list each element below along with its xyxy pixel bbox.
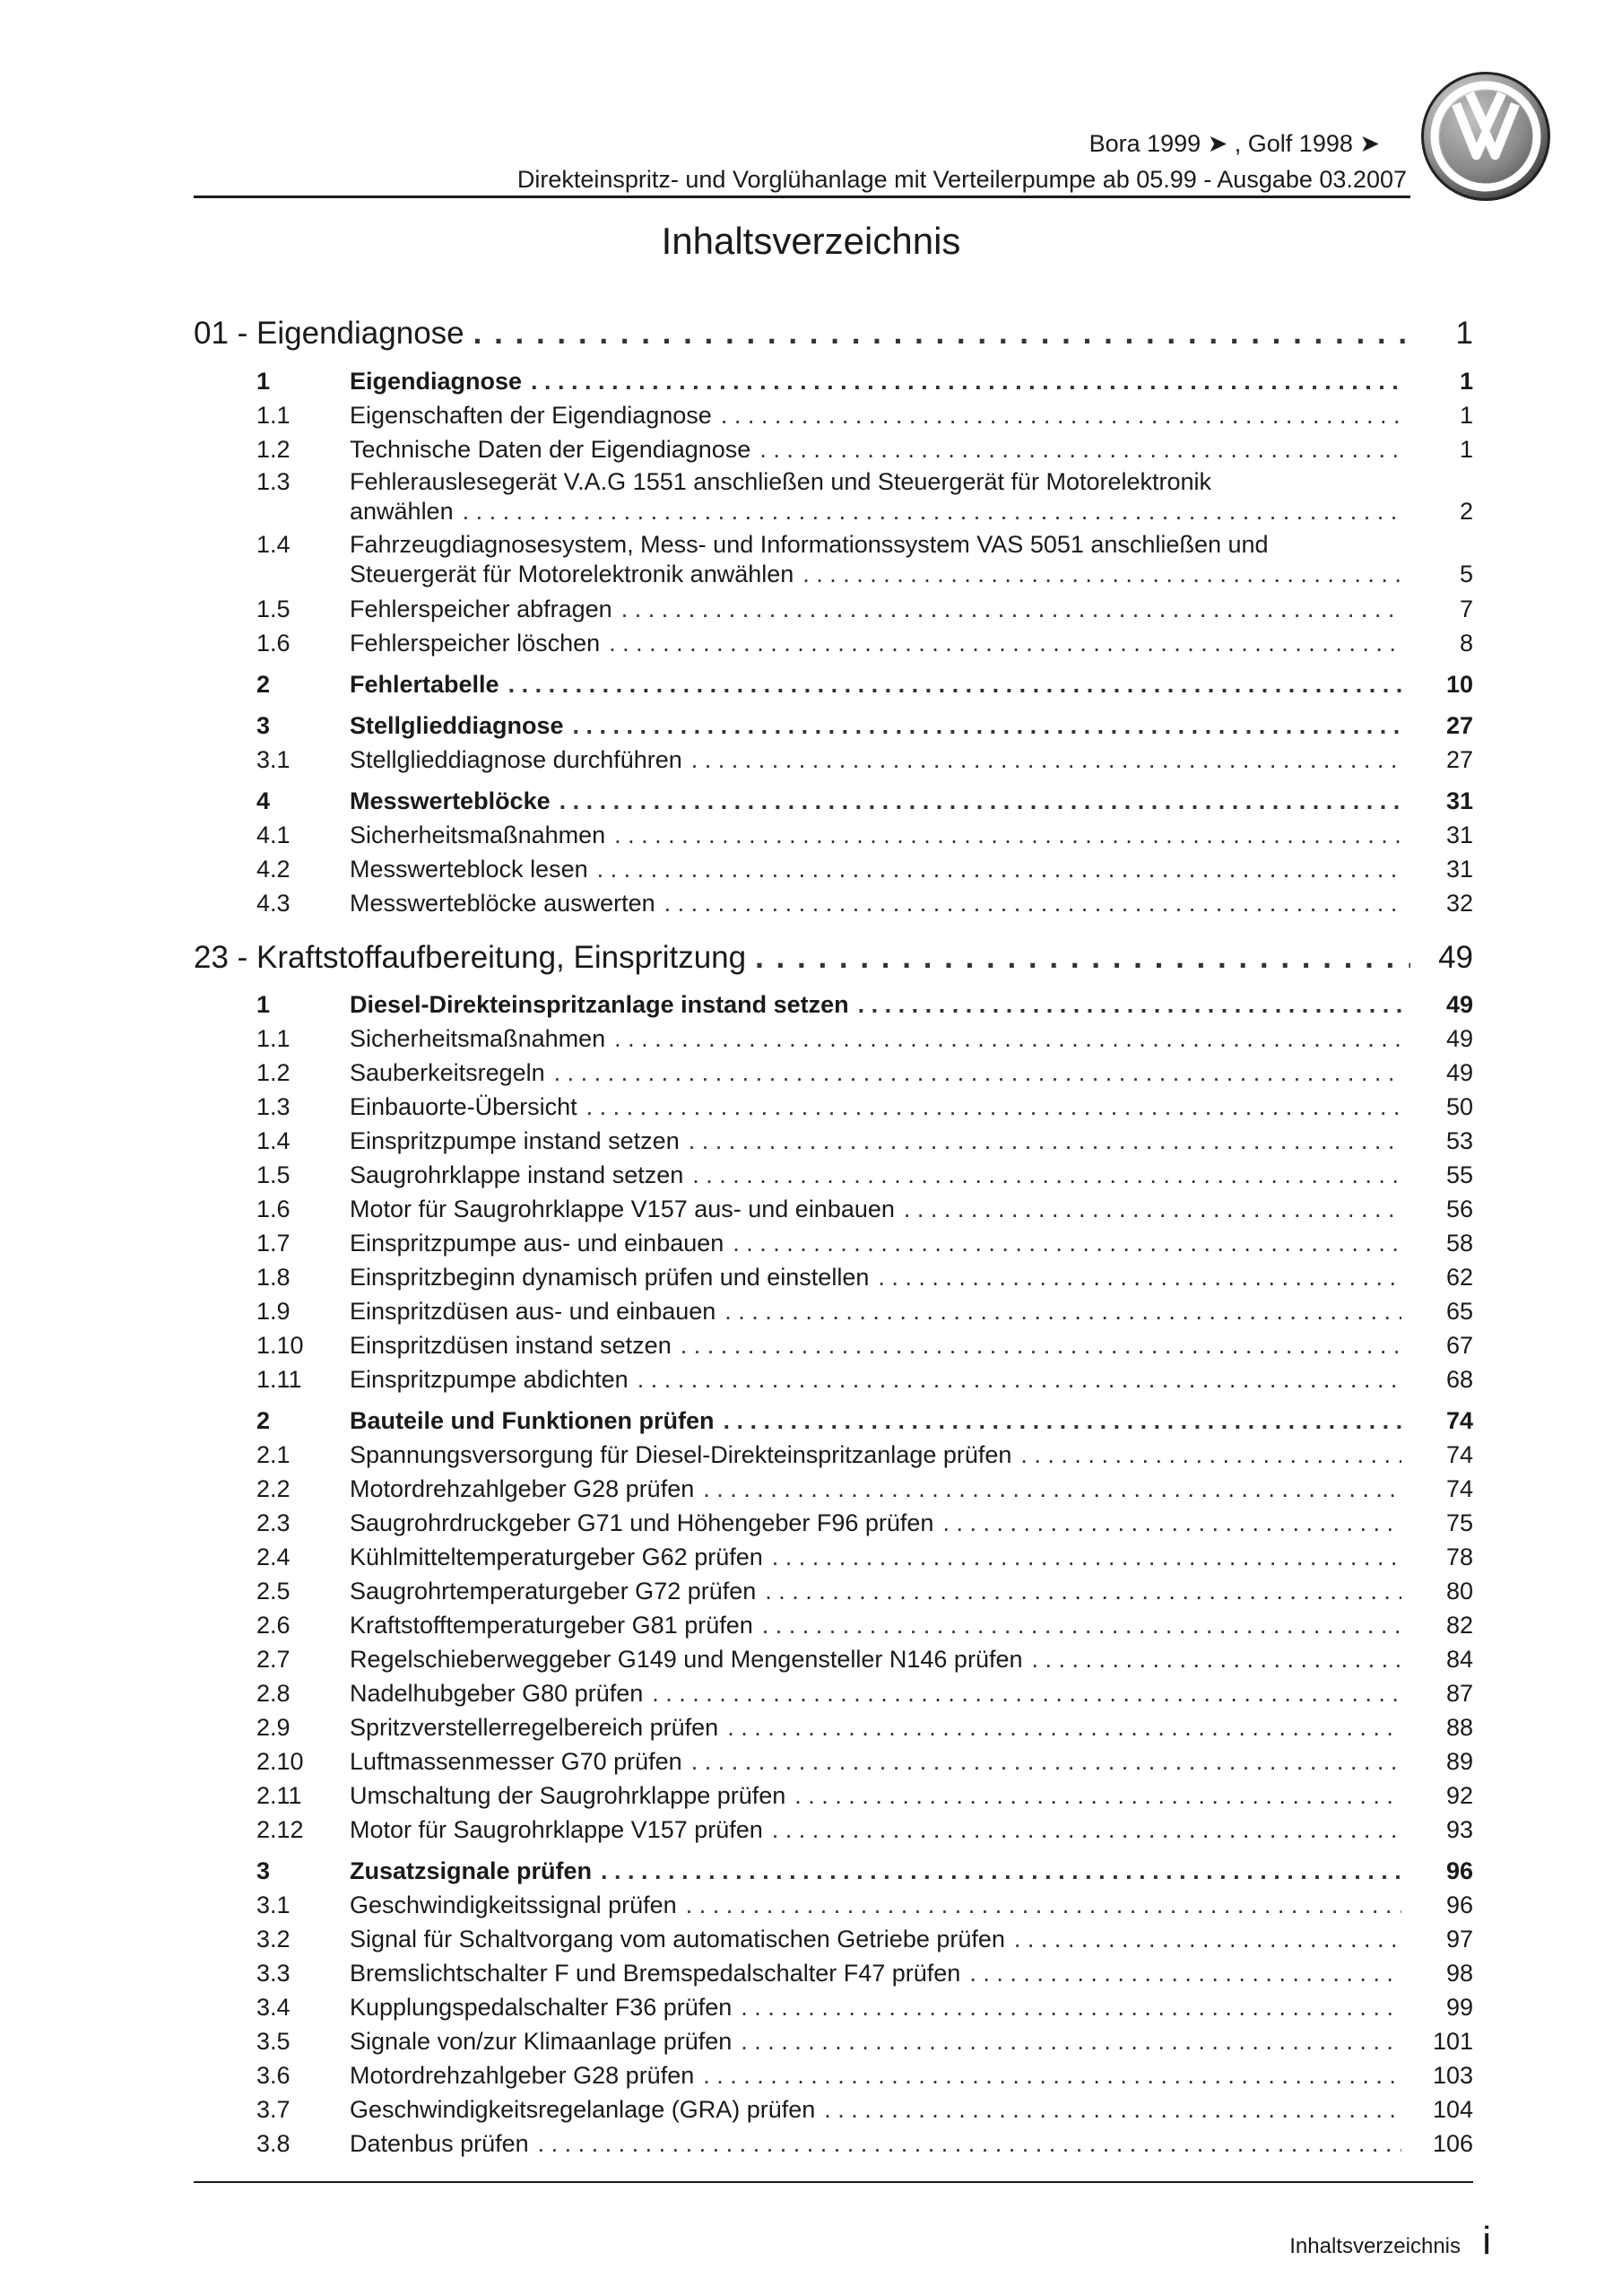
toc-entry-title: Bremslichtschalter F und Bremspedalschalter F47 prüfen (350, 1960, 961, 1987)
toc-entry-number: 3 (256, 712, 271, 739)
toc-dot-leader (1014, 1926, 1401, 1953)
toc-dot-leader (508, 671, 1401, 699)
toc-dot-leader (904, 1196, 1401, 1223)
toc-entry-title: Steuergerät für Motorelektronik anwählen (350, 561, 794, 587)
toc-entry-page: 96 (1445, 1857, 1473, 1884)
toc-entry-page: 92 (1445, 1782, 1473, 1809)
toc-cont-row (194, 561, 1473, 588)
toc-entry-page: 62 (1445, 1264, 1473, 1291)
toc-entry-number: 1 (256, 368, 271, 395)
toc-entry-number: 4.2 (256, 856, 291, 883)
toc-entry-number: 2.8 (256, 1680, 291, 1707)
toc-dot-leader (772, 1544, 1401, 1571)
toc-entry-number: 1.11 (256, 1366, 302, 1393)
footer-page-number: i (1482, 2219, 1491, 2263)
toc-entry-title: Regelschieberweggeber G149 und Mengensteller N146 prüfen (350, 1646, 1023, 1673)
toc-entry-page: 65 (1445, 1298, 1473, 1325)
toc-entry-title: Sicherheitsmaßnahmen (350, 822, 606, 848)
toc-entry-title: Technische Daten der Eigendiagnose (350, 436, 751, 463)
toc-entry-page: 103 (1432, 2062, 1473, 2089)
toc-entry-page: 1 (1459, 402, 1473, 429)
toc-dot-leader (531, 368, 1401, 396)
toc-entry-page: 97 (1445, 1926, 1473, 1952)
toc-entry-number: 1.5 (256, 1161, 291, 1188)
toc-entry-title: Motordrehzahlgeber G28 prüfen (350, 2062, 695, 2089)
toc-section-row (194, 787, 1473, 815)
toc-entry-title: Luftmassenmesser G70 prüfen (350, 1748, 682, 1775)
toc-section-row (194, 671, 1473, 699)
toc-entry-title: Saugrohrklappe instand setzen (350, 1161, 684, 1188)
toc-dot-leader (762, 1612, 1401, 1639)
toc-entry-number: 1.2 (256, 436, 291, 463)
toc-entry-title: Nadelhubgeber G80 prüfen (350, 1680, 644, 1707)
toc-entry-title: Spritzverstellerregelbereich prüfen (350, 1714, 719, 1741)
toc-dot-leader (858, 991, 1401, 1019)
toc-entry-number: 1.7 (256, 1230, 291, 1257)
toc-entry-page: 31 (1445, 787, 1473, 814)
toc-entry-page: 55 (1445, 1161, 1473, 1188)
toc-dot-leader (573, 712, 1401, 740)
toc-entry-page: 1 (1455, 316, 1473, 351)
toc-sub-row (194, 1544, 1473, 1571)
toc-entry-title: Datenbus prüfen (350, 2130, 529, 2157)
toc-section-row (194, 1407, 1473, 1435)
toc-entry-number: 1.10 (256, 1332, 304, 1359)
toc-sub-row (194, 1714, 1473, 1742)
toc-entry-number: 2 (256, 671, 271, 698)
toc-entry-title: Einbauorte-Übersicht (350, 1093, 577, 1120)
toc-entry-number: 4 (256, 787, 271, 814)
toc-dot-leader (755, 940, 1410, 976)
toc-dot-leader (614, 1025, 1401, 1053)
toc-dot-leader (772, 1816, 1401, 1844)
toc-entry-page: 8 (1459, 630, 1473, 657)
toc-entry-title: Einspritzdüsen instand setzen (350, 1332, 672, 1359)
toc-entry-number: 4.1 (256, 822, 291, 848)
toc-sub-row (194, 2130, 1473, 2158)
toc-entry-title: Einspritzpumpe instand setzen (350, 1127, 680, 1154)
toc-dot-leader (586, 1093, 1401, 1121)
toc-entry-number: 1.8 (256, 1264, 291, 1291)
toc-entry-title: Einspritzbeginn dynamisch prüfen und einstellen (350, 1264, 870, 1291)
toc-entry-title: Stellglieddiagnose durchführen (350, 746, 682, 773)
toc-sub2-row (194, 531, 1473, 559)
toc-dot-leader (538, 2130, 1401, 2158)
toc-sub-row (194, 856, 1473, 883)
toc-sub-row (194, 1994, 1473, 2022)
toc-entry-page: 2 (1459, 498, 1473, 525)
toc-entry-title: Geschwindigkeitsregelanlage (GRA) prüfen (350, 2096, 816, 2123)
toc-dot-leader (741, 2028, 1401, 2056)
toc-entry-number: 1.6 (256, 1196, 291, 1222)
toc-dot-leader (824, 2096, 1401, 2124)
toc-entry-title: Motordrehzahlgeber G28 prüfen (350, 1475, 695, 1502)
toc-entry-number: 1.4 (256, 1127, 291, 1154)
vw-logo-icon (1418, 69, 1553, 204)
toc-entry-page: 87 (1445, 1680, 1473, 1707)
toc-entry-number: 3.2 (256, 1926, 291, 1952)
toc-dot-leader (601, 1857, 1401, 1885)
toc-sub-row (194, 402, 1473, 430)
toc-entry-title: Kupplungspedalschalter F36 prüfen (350, 1994, 733, 2021)
toc-entry-page: 58 (1445, 1230, 1473, 1257)
toc-sub-row (194, 1059, 1473, 1087)
toc-entry-number: 3.1 (256, 746, 291, 773)
toc-dot-leader (652, 1680, 1401, 1708)
toc-entry-page: 50 (1445, 1093, 1473, 1120)
toc-entry-page: 80 (1445, 1578, 1473, 1605)
toc-entry-number: 2.11 (256, 1782, 302, 1809)
toc-entry-page: 49 (1445, 1025, 1473, 1052)
toc-dot-leader (664, 890, 1401, 918)
toc-chapter-row (194, 316, 1473, 352)
toc-entry-title: Stellglieddiagnose (350, 712, 564, 739)
toc-sub-row (194, 1475, 1473, 1503)
page-title: Inhaltsverzeichnis (661, 220, 961, 262)
toc-entry-title: Fehlerspeicher löschen (350, 630, 601, 657)
toc-sub-row (194, 1441, 1473, 1469)
toc-dot-leader (691, 746, 1401, 774)
toc-entry-page: 31 (1445, 856, 1473, 883)
toc-sub-row (194, 1892, 1473, 1919)
toc-entry-page: 49 (1438, 940, 1473, 975)
toc-entry-number: 3.7 (256, 2096, 291, 2123)
toc-sub-row (194, 1509, 1473, 1537)
toc-chapter-row (194, 940, 1473, 976)
toc-entry-title: Messwerteblöcke (350, 787, 551, 814)
toc-dot-leader (794, 1782, 1401, 1810)
toc-sub-row (194, 1612, 1473, 1639)
toc-entry-title: 23 - Kraftstoffaufbereitung, Einspritzung (194, 940, 747, 975)
toc-entry-page: 49 (1445, 1059, 1473, 1086)
toc-entry-page: 104 (1432, 2096, 1473, 2123)
toc-entry-title: Einspritzdüsen aus- und einbauen (350, 1298, 716, 1325)
toc-entry-number: 1 (256, 991, 271, 1018)
toc-sub-row (194, 2096, 1473, 2124)
toc-dot-leader (1032, 1646, 1402, 1674)
header-model-line: Bora 1999 ➤ , Golf 1998 ➤ (1089, 130, 1380, 157)
toc-dot-leader (691, 1748, 1401, 1776)
toc-entry-number: 2.12 (256, 1816, 304, 1843)
toc-entry-title: Messwerteblock lesen (350, 856, 588, 883)
toc-entry-page: 106 (1432, 2130, 1473, 2157)
toc-dot-leader (741, 1994, 1401, 2022)
toc-entry-title: Kraftstofftemperaturgeber G81 prüfen (350, 1612, 753, 1639)
toc-section-row (194, 712, 1473, 740)
toc-entry-page: 31 (1445, 822, 1473, 848)
toc-entry-title: Spannungsversorgung für Diesel-Direkteinspritzanlage prüfen (350, 1441, 1012, 1468)
toc-sub-row (194, 746, 1473, 774)
toc-dot-leader (969, 1960, 1401, 1987)
toc-entry-page: 68 (1445, 1366, 1473, 1393)
toc-entry-number: 1.9 (256, 1298, 291, 1325)
toc-entry-page: 88 (1445, 1714, 1473, 1741)
toc-entry-page: 74 (1445, 1441, 1473, 1468)
toc-entry-number: 1.6 (256, 630, 291, 657)
toc-entry-page: 56 (1445, 1196, 1473, 1222)
toc-sub-row (194, 1748, 1473, 1776)
toc-entry-number: 1.4 (256, 531, 291, 558)
toc-entry-title: Saugrohrtemperaturgeber G72 prüfen (350, 1578, 757, 1605)
toc-dot-leader (559, 787, 1401, 815)
footer-rule (194, 2181, 1473, 2183)
toc-sub-row (194, 630, 1473, 657)
toc-entry-page: 78 (1445, 1544, 1473, 1570)
toc-entry-title: Bauteile und Funktionen prüfen (350, 1407, 715, 1434)
toc-entry-number: 2.7 (256, 1646, 291, 1673)
toc-entry-title: Umschaltung der Saugrohrklappe prüfen (350, 1782, 786, 1809)
toc-entry-title: Motor für Saugrohrklappe V157 aus- und einbauen (350, 1196, 895, 1222)
toc-entry-number: 1.1 (256, 1025, 291, 1052)
toc-entry-title: Sicherheitsmaßnahmen (350, 1025, 606, 1052)
toc-sub-row (194, 1960, 1473, 1987)
toc-entry-number: 2.3 (256, 1509, 291, 1536)
toc-sub-row (194, 2062, 1473, 2090)
toc-entry-number: 3.1 (256, 1892, 291, 1918)
toc-sub-row (194, 1926, 1473, 1953)
toc-entry-page: 53 (1445, 1127, 1473, 1154)
toc-entry-page: 75 (1445, 1509, 1473, 1536)
toc-sub-row (194, 1230, 1473, 1257)
toc-sub-row (194, 1646, 1473, 1674)
toc-sub2-row (194, 468, 1473, 496)
toc-entry-title: Fehlerspeicher abfragen (350, 596, 612, 622)
toc-dot-leader (1020, 1441, 1401, 1469)
toc-dot-leader (554, 1059, 1401, 1087)
toc-sub-row (194, 1264, 1473, 1292)
toc-entry-number: 2.9 (256, 1714, 291, 1741)
toc-entry-number: 1.5 (256, 596, 291, 622)
header-subtitle: Direkteinspritz- und Vorglühanlage mit Verteilerpumpe ab 05.99 - Ausgabe 03.2007 (516, 166, 1407, 193)
toc-section-row (194, 1857, 1473, 1885)
toc-sub-row (194, 1366, 1473, 1394)
toc-entry-title: Diesel-Direkteinspritzanlage instand setzen (350, 991, 849, 1018)
toc-entry-page: 67 (1445, 1332, 1473, 1359)
toc-cont-row (194, 498, 1473, 526)
toc-entry-page: 74 (1445, 1475, 1473, 1502)
toc-dot-leader (721, 402, 1401, 430)
toc-dot-leader (703, 1475, 1401, 1503)
toc-entry-number: 1.3 (256, 468, 291, 495)
toc-dot-leader (621, 596, 1401, 623)
toc-entry-page: 49 (1445, 991, 1473, 1018)
toc-section-row (194, 368, 1473, 396)
toc-dot-leader (802, 561, 1401, 588)
toc-entry-number: 3 (256, 1857, 271, 1884)
toc-entry-title: Sauberkeitsregeln (350, 1059, 545, 1086)
toc-sub-row (194, 1127, 1473, 1155)
toc-entry-page: 93 (1445, 1816, 1473, 1843)
toc-entry-title: Eigenschaften der Eigendiagnose (350, 402, 712, 429)
toc-entry-title: anwählen (350, 498, 454, 525)
toc-entry-number: 3.6 (256, 2062, 291, 2089)
toc-entry-page: 84 (1445, 1646, 1473, 1673)
toc-entry-page: 27 (1445, 712, 1473, 739)
toc-entry-number: 2.10 (256, 1748, 304, 1775)
toc-entry-title: Geschwindigkeitssignal prüfen (350, 1892, 677, 1918)
toc-section-row (194, 991, 1473, 1019)
toc-dot-leader (686, 1892, 1401, 1919)
toc-sub-row (194, 436, 1473, 464)
toc-dot-leader (609, 630, 1401, 657)
toc-entry-page: 89 (1445, 1748, 1473, 1775)
toc-dot-leader (765, 1578, 1401, 1605)
toc-entry-number: 3.5 (256, 2028, 291, 2055)
toc-entry-title: Eigendiagnose (350, 368, 523, 395)
toc-entry-title: Saugrohrdruckgeber G71 und Höhengeber F96 prüfen (350, 1509, 934, 1536)
toc-dot-leader (727, 1714, 1401, 1742)
toc-entry-title: Messwerteblöcke auswerten (350, 890, 655, 917)
toc-dot-leader (614, 822, 1401, 849)
toc-entry-number: 2.4 (256, 1544, 291, 1570)
toc-entry-page: 82 (1445, 1612, 1473, 1639)
toc-dot-leader (942, 1509, 1401, 1537)
toc-dot-leader (703, 2062, 1401, 2090)
toc-entry-page: 1 (1459, 368, 1473, 395)
toc-entry-page: 32 (1445, 890, 1473, 917)
toc-dot-leader (724, 1298, 1401, 1326)
toc-entry-number: 3.8 (256, 2130, 291, 2157)
toc-entry-page: 99 (1445, 1994, 1473, 2021)
toc-entry-number: 2.6 (256, 1612, 291, 1639)
toc-entry-number: 4.3 (256, 890, 291, 917)
toc-entry-page: 101 (1432, 2028, 1473, 2055)
toc-entry-title: Fahrzeugdiagnosesystem, Mess- und Informationssystem VAS 5051 anschließen und (350, 531, 1269, 558)
toc-dot-leader (733, 1230, 1401, 1257)
toc-entry-number: 2 (256, 1407, 271, 1434)
toc-entry-number: 3.3 (256, 1960, 291, 1987)
toc-sub-row (194, 1093, 1473, 1121)
toc-sub-row (194, 1196, 1473, 1223)
toc-sub-row (194, 1298, 1473, 1326)
toc-entry-page: 98 (1445, 1960, 1473, 1987)
toc-entry-title: Signal für Schaltvorgang vom automatischen Getriebe prüfen (350, 1926, 1005, 1952)
toc-entry-number: 3.4 (256, 1994, 291, 2021)
toc-entry-page: 74 (1445, 1407, 1473, 1434)
toc-entry-title: Einspritzpumpe aus- und einbauen (350, 1230, 724, 1257)
toc-entry-page: 96 (1445, 1892, 1473, 1918)
toc-dot-leader (759, 436, 1401, 464)
toc-entry-page: 10 (1445, 671, 1473, 698)
toc-sub-row (194, 2028, 1473, 2056)
toc-sub-row (194, 1025, 1473, 1053)
toc-sub-row (194, 1816, 1473, 1844)
toc-entry-page: 27 (1445, 746, 1473, 773)
toc-sub-row (194, 596, 1473, 623)
toc-entry-number: 2.5 (256, 1578, 291, 1605)
footer-label: Inhaltsverzeichnis (1289, 2234, 1461, 2258)
toc-sub-row (194, 1578, 1473, 1605)
toc-dot-leader (463, 498, 1401, 526)
toc-entry-title: Kühlmitteltemperaturgeber G62 prüfen (350, 1544, 763, 1570)
toc-dot-leader (878, 1264, 1401, 1292)
toc-sub-row (194, 1332, 1473, 1360)
toc-entry-number: 1.2 (256, 1059, 291, 1086)
toc-dot-leader (473, 316, 1410, 352)
toc-dot-leader (597, 856, 1401, 883)
toc-entry-page: 7 (1459, 596, 1473, 622)
toc-entry-title: Zusatzsignale prüfen (350, 1857, 593, 1884)
toc-entry-number: 2.2 (256, 1475, 291, 1502)
toc-entry-title: Motor für Saugrohrklappe V157 prüfen (350, 1816, 763, 1843)
toc-dot-leader (689, 1127, 1401, 1155)
toc-sub-row (194, 822, 1473, 849)
toc-entry-title: Fehlerauslesegerät V.A.G 1551 anschließen und Steuergerät für Motorelektronik (350, 468, 1212, 495)
toc-sub-row (194, 1161, 1473, 1189)
toc-entry-title: Einspritzpumpe abdichten (350, 1366, 629, 1393)
toc-dot-leader (638, 1366, 1401, 1394)
toc-sub-row (194, 890, 1473, 918)
toc-entry-number: 1.1 (256, 402, 291, 429)
toc-entry-page: 5 (1459, 561, 1473, 587)
toc-entry-title: Fehlertabelle (350, 671, 499, 698)
toc-entry-title: Signale von/zur Klimaanlage prüfen (350, 2028, 733, 2055)
toc-entry-page: 1 (1459, 436, 1473, 463)
toc-dot-leader (692, 1161, 1401, 1189)
toc-entry-number: 2.1 (256, 1441, 291, 1468)
toc-dot-leader (681, 1332, 1401, 1360)
toc-sub-row (194, 1680, 1473, 1708)
header-rule (194, 196, 1410, 198)
toc-entry-title: 01 - Eigendiagnose (194, 316, 464, 351)
toc-sub-row (194, 1782, 1473, 1810)
toc-entry-number: 1.3 (256, 1093, 291, 1120)
toc-dot-leader (724, 1407, 1402, 1435)
